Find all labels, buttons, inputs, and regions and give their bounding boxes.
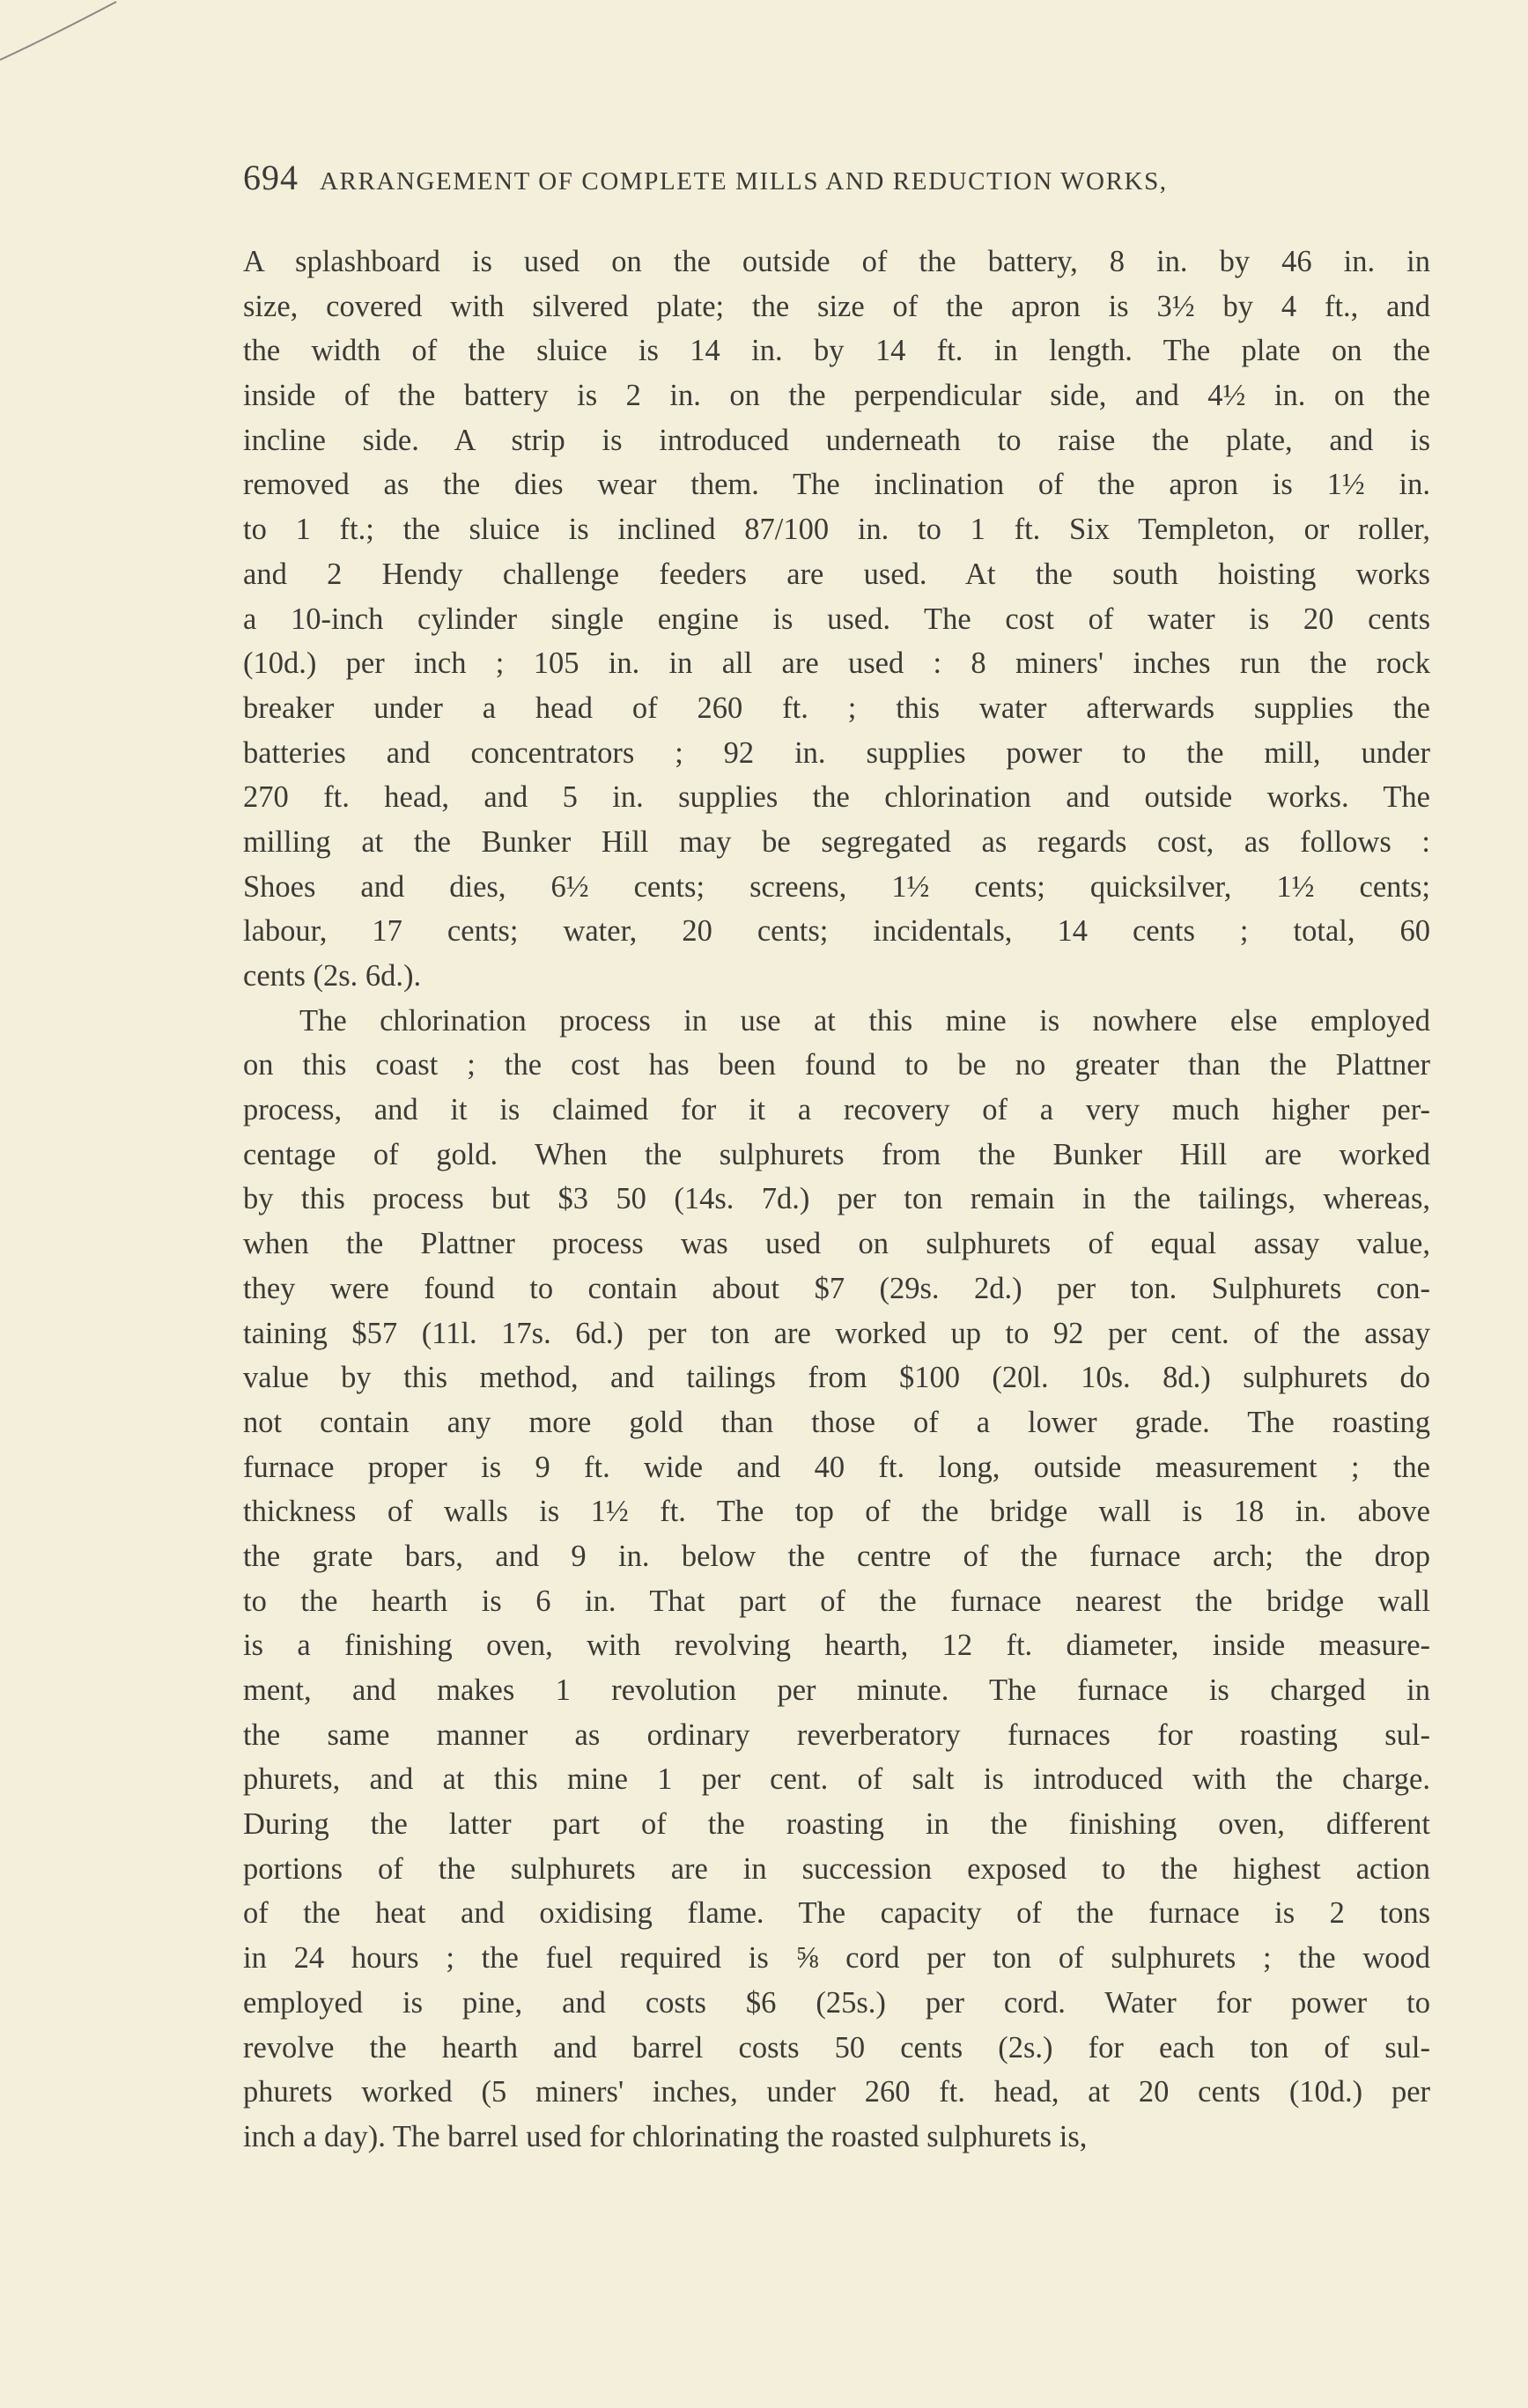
text-line: (10d.) per inch ; 105 in. in all are used : 8 miners' inches run the rock — [243, 646, 1430, 681]
body-text — [243, 240, 1430, 2160]
text-line: removed as the dies wear them. The inclination of the apron is 1½ in. — [243, 468, 1430, 502]
text-line: they were found to contain about $7 (29s. 2d.) per ton. Sulphurets con- — [243, 1271, 1430, 1305]
text-line: incline side. A strip is introduced underneath to raise the plate, and is — [243, 423, 1430, 457]
text-line: to 1 ft.; the sluice is inclined 87/100 in. to 1 ft. Six Templeton, or roller, — [243, 513, 1430, 547]
text-line: the same manner as ordinary reverberatory furnaces for roasting sul- — [243, 1717, 1430, 1752]
text-line: milling at the Bunker Hill may be segregated as regards cost, as follows : — [243, 824, 1430, 859]
text-line: thickness of walls is 1½ ft. The top of the bridge wall is 18 in. above — [243, 1495, 1430, 1529]
text-line: by this process but $3 50 (14s. 7d.) per ton remain in the tailings, whereas, — [243, 1182, 1430, 1216]
text-line: furnace proper is 9 ft. wide and 40 ft. long, outside measurement ; the — [243, 1450, 1430, 1484]
text-line: centage of gold. When the sulphurets from the Bunker Hill are worked — [243, 1137, 1430, 1171]
text-line: the width of the sluice is 14 in. by 14 ft. in length. The plate on the — [243, 334, 1430, 368]
text-line: revolve the hearth and barrel costs 50 cents (2s.) for each ton of sul- — [243, 2030, 1430, 2065]
text-line: inside of the battery is 2 in. on the perpendicular side, and 4½ in. on the — [243, 379, 1430, 413]
text-line: the grate bars, and 9 in. below the centre of the furnace arch; the drop — [243, 1539, 1430, 1573]
text-line: ment, and makes 1 revolution per minute. The furnace is charged in — [243, 1673, 1430, 1707]
text-line: phurets, and at this mine 1 per cent. of salt is introduced with the charge. — [243, 1762, 1430, 1797]
text-line: The chlorination process in use at this mine is nowhere else employed — [299, 1003, 1430, 1038]
text-line: portions of the sulphurets are in succession exposed to the highest action — [243, 1851, 1430, 1886]
text-line: value by this method, and tailings from $100 (20l. 10s. 8d.) sulphurets do — [243, 1361, 1430, 1395]
text-line: phurets worked (5 miners' inches, under 260 ft. head, at 20 cents (10d.) per — [243, 2075, 1430, 2109]
text-line: a 10-inch cylinder single engine is used. The cost of water is 20 cents — [243, 602, 1430, 636]
text-line: to the hearth is 6 in. That part of the furnace nearest the bridge wall — [243, 1584, 1430, 1618]
text-line: is a finishing oven, with revolving hearth, 12 ft. diameter, inside measure- — [243, 1629, 1430, 1663]
running-title: ARRANGEMENT OF COMPLETE MILLS AND REDUCTION WORKS, — [320, 167, 1168, 196]
text-line: and 2 Hendy challenge feeders are used. At the south hoisting works — [243, 557, 1430, 591]
text-line: on this coast ; the cost has been found to be no greater than the Plattner — [243, 1048, 1430, 1082]
pencil-mark — [0, 0, 123, 70]
text-line: taining $57 (11l. 17s. 6d.) per ton are worked up to 92 per cent. of the assay — [243, 1316, 1430, 1350]
text-line: A splashboard is used on the outside of the battery, 8 in. by 46 in. in — [243, 245, 1430, 278]
text-line: 270 ft. head, and 5 in. supplies the chlorination and outside works. The — [243, 780, 1430, 815]
text-line: when the Plattner process was used on sulphurets of equal assay value, — [243, 1227, 1430, 1261]
text-line: inch a day). The barrel used for chlorinating the roasted sulphurets is, — [243, 2119, 1088, 2153]
running-header — [243, 157, 1467, 198]
text-line: Shoes and dies, 6½ cents; screens, 1½ cents; quicksilver, 1½ cents; — [243, 869, 1430, 904]
text-line: employed is pine, and costs $6 (25s.) per cord. Water for power to — [243, 1985, 1430, 2020]
text-line: not contain any more gold than those of a lower grade. The roasting — [243, 1405, 1430, 1439]
text-line: in 24 hours ; the fuel required is ⅝ cord per ton of sulphurets ; the wood — [243, 1941, 1430, 1976]
text-line: labour, 17 cents; water, 20 cents; incidentals, 14 cents ; total, 60 — [243, 914, 1430, 949]
text-line: cents (2s. 6d.). — [243, 959, 422, 993]
page-number: 694 — [243, 158, 299, 197]
text-line: size, covered with silvered plate; the size of the apron is 3½ by 4 ft., and — [243, 289, 1430, 323]
text-line: During the latter part of the roasting in the finishing oven, different — [243, 1807, 1430, 1842]
text-line: breaker under a head of 260 ft. ; this water afterwards supplies the — [243, 691, 1430, 725]
text-line: batteries and concentrators ; 92 in. supplies power to the mill, under — [243, 735, 1430, 770]
text-line: of the heat and oxidising flame. The capacity of the furnace is 2 tons — [243, 1896, 1430, 1931]
text-line: process, and it is claimed for it a recovery of a very much higher per- — [243, 1093, 1430, 1127]
